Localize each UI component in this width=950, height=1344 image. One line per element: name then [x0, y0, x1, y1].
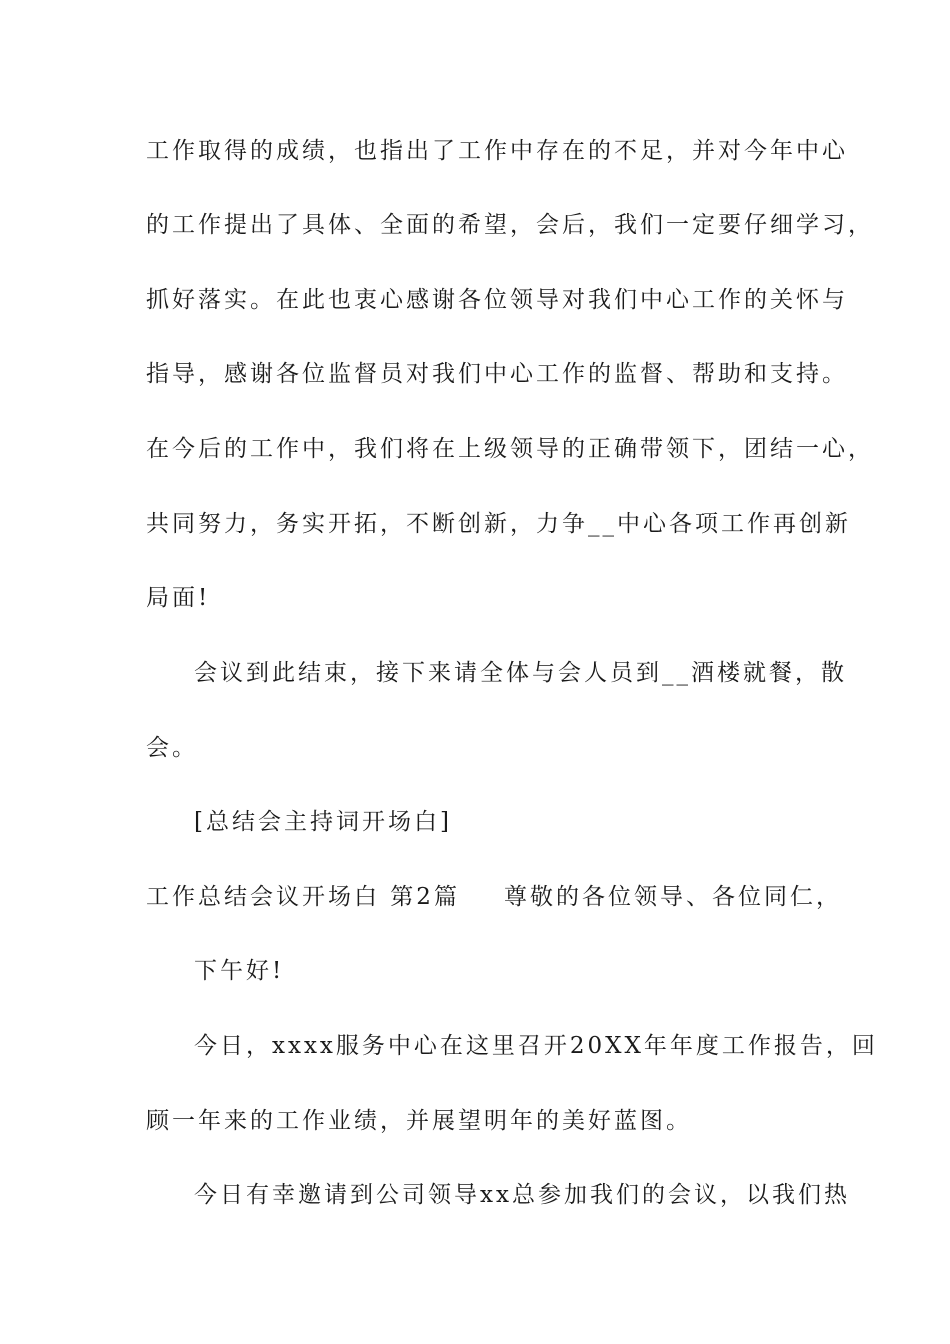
paragraph-line: 指导，感谢各位监督员对我们中心工作的监督、帮助和支持。 [146, 361, 848, 387]
paragraph-line: 在今后的工作中，我们将在上级领导的正确带领下，团结一心， [146, 436, 874, 462]
paragraph-line: 的工作提出了具体、全面的希望，会后，我们一定要仔细学习， [146, 212, 874, 238]
paragraph-line: 工作取得的成绩，也指出了工作中存在的不足，并对今年中心 [146, 138, 848, 164]
article-title: 工作总结会议开场白 第2篇 [146, 884, 460, 910]
paragraph-line: 顾一年来的工作业绩，并展望明年的美好蓝图。 [146, 1108, 692, 1134]
paragraph-line: 今日，xxxx服务中心在这里召开20XX年年度工作报告，回 [194, 1033, 878, 1059]
paragraph-line: 抓好落实。在此也衷心感谢各位领导对我们中心工作的关怀与 [146, 287, 848, 313]
paragraph-line: 今日有幸邀请到公司领导xx总参加我们的会议，以我们热 [194, 1182, 850, 1208]
greeting: 尊敬的各位领导、各位同仁， [503, 884, 842, 910]
paragraph-line: 局面! [146, 585, 211, 611]
section-heading: [总结会主持词开场白] [194, 809, 452, 835]
paragraph-line: 下午好! [194, 958, 285, 984]
paragraph-line: 会议到此结束，接下来请全体与会人员到__酒楼就餐，散 [194, 660, 847, 686]
article-title-line [146, 882, 842, 912]
paragraph-line: 会。 [146, 735, 198, 761]
paragraph-line: 共同努力，务实开拓，不断创新，力争__中心各项工作再创新 [146, 511, 851, 537]
